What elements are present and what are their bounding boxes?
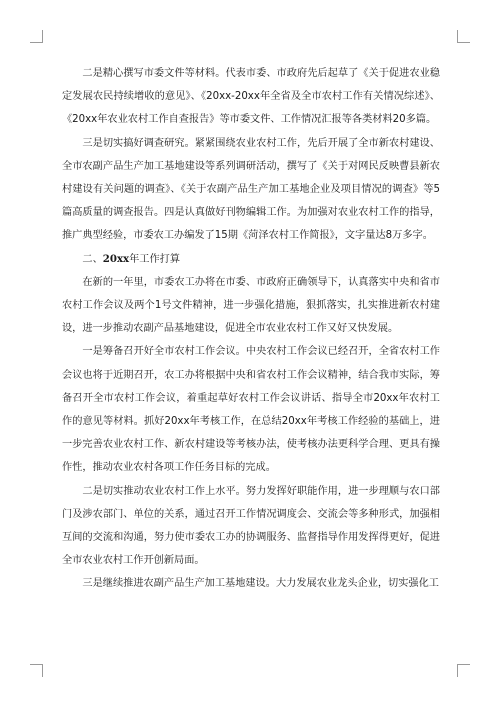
section-heading <box>62 248 440 271</box>
section-heading-year: 20xx <box>102 252 130 265</box>
paragraph: 三是继续推进农副产品生产加工基地建设。大力发展农业龙头企业，切实强化工 <box>82 578 439 590</box>
paragraph: 在新的一年里，市委农工办将在市委、市政府正确领导下，认真落实中央和省市农村工作会议及两个1号文件精神，进一步强化措施，狠抓落实，扎实推进新农村建设，进一步推动农副产品基地建设，促进全市农业农村工作又好又快发展。 <box>62 276 440 335</box>
paragraph: 三是切实搞好调查研究。紧紧围绕农业农村工作，先后开展了全市新农村建设、全市农副产品生产加工基地建设等系列调研活动，撰写了《关于对网民反映曹县新农村建设有关问题的调查》、《关于农副产品生产加工基地企业及项目情况的调查》等5篇高质量的调查报告。四是认真做好刊物编辑工作。为加强对农业农村工作的指导，推广典型经验，市委农工办编发了15期《菏泽农村工作简报》，文字量达8万多字。 <box>62 137 440 242</box>
paragraph: 二是精心撰写市委文件等材料。代表市委、市政府先后起草了《关于促进农业稳定发展农民持续增收的意见》、《20xx-20xx年全省及全市农村工作有关情况综述》、《20xx年农业农村工作自查报告》等市委文件、工作情况汇报等各类材料20多篇。 <box>62 68 440 126</box>
paragraph: 一是筹备召开好全市农村工作会议。中央农村工作会议已经召开，全省农村工作会议也将于近期召开，农工办将根据中央和省农村工作会议精神，结合我市实际，筹备召开全市农村工作会议，着重起草好农村工作会议讲话、指导全市20xx年农村工作的意见等材料。抓好20xx年考核工作，在总结20xx年考核工作经验的基础上，进一步完善农业农村工作、新农村建设等考核办法，使考核办法更科学合理、更具有操作性，推动农业农村各项工作任务目标的完成。 <box>62 346 440 474</box>
crop-mark-top-right <box>457 30 470 43</box>
paragraph: 二是切实推动农业农村工作上水平。努力发挥好职能作用，进一步理顺与农口部门及涉农部门、单位的关系，通过召开工作情况调度会、交流会等多种形式，加强相互间的交流和沟通，努力使市委农工办的协调服务、监督指导作用发挥得更好，促进全市农业农村工作开创新局面。 <box>62 485 440 567</box>
document-body <box>62 62 440 596</box>
section-heading-prefix: 二、 <box>82 253 103 265</box>
section-heading-suffix: 年工作打算 <box>129 253 181 265</box>
crop-mark-bottom-left <box>30 664 43 677</box>
crop-mark-top-left <box>30 30 43 43</box>
crop-mark-bottom-right <box>457 664 470 677</box>
